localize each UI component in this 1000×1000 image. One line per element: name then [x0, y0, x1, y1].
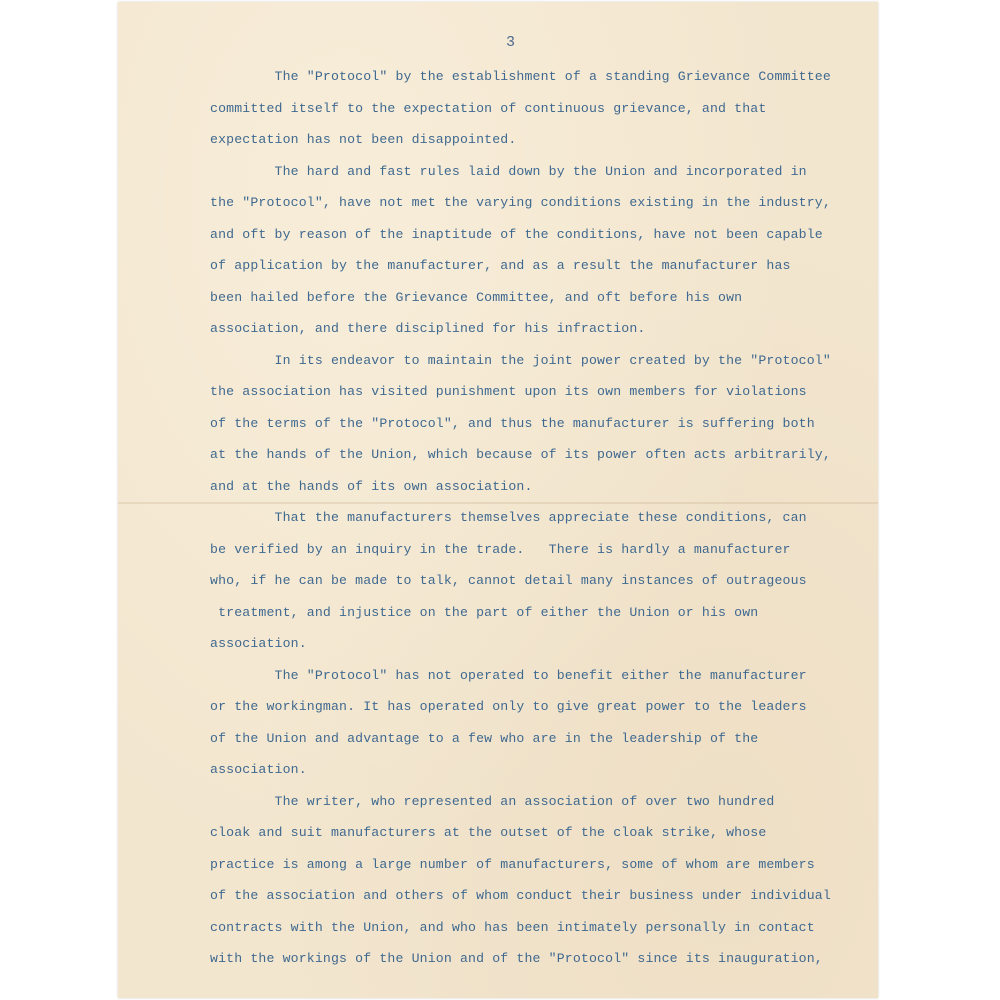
text-line: of the terms of the "Protocol", and thus the manufacturer is suffering both — [210, 415, 815, 431]
text-line: The writer, who represented an association of over two hundred — [210, 793, 775, 809]
text-line: or the workingman. It has operated only to give great power to the leaders — [210, 699, 807, 714]
text-line: of the Union and advantage to a few who are in the leadership of the — [210, 730, 759, 746]
text-line: The hard and fast rules laid down by the Union and incorporated in — [210, 163, 807, 179]
text-line: of application by the manufacturer, and as a result the manufacturer has — [210, 258, 791, 273]
text-line: the "Protocol", have not met the varying conditions existing in the industry, — [210, 195, 831, 210]
document-page — [118, 2, 878, 998]
text-line: contracts with the Union, and who has been intimately personally in contact — [210, 919, 815, 935]
text-line: be verified by an inquiry in the trade. There is hardly a manufacturer — [210, 541, 791, 557]
text-line: cloak and suit manufacturers at the outset of the cloak strike, whose — [210, 825, 767, 840]
text-line: been hailed before the Grievance Committee, and oft before his own — [210, 289, 743, 305]
page-number: 3 — [505, 34, 515, 51]
text-line: The "Protocol" has not operated to benefit either the manufacturer — [210, 667, 807, 683]
text-line: treatment, and injustice on the part of either the Union or his own — [210, 604, 759, 620]
text-line: who, if he can be made to talk, cannot detail many instances of outrageous — [210, 573, 807, 588]
text-line: The "Protocol" by the establishment of a standing Grievance Committee — [210, 69, 831, 84]
text-line: the association has visited punishment upon its own members for violations — [210, 384, 807, 399]
text-line: of the association and others of whom conduct their business under individual — [210, 888, 831, 903]
text-line: with the workings of the Union and of the "Protocol" since its inauguration, — [210, 951, 823, 966]
text-line: association. — [210, 762, 307, 777]
text-line: That the manufacturers themselves appreciate these conditions, can — [210, 510, 807, 525]
text-line: and oft by reason of the inaptitude of the conditions, have not been capable — [210, 226, 823, 242]
text-line: at the hands of the Union, which because of its power often acts arbitrarily, — [210, 447, 831, 462]
typewritten-text — [210, 61, 831, 975]
text-line: In its endeavor to maintain the joint power created by the "Protocol" — [210, 352, 831, 368]
text-line: and at the hands of its own association. — [210, 478, 533, 494]
text-line: association. — [210, 636, 307, 651]
text-line: committed itself to the expectation of continuous grievance, and that — [210, 100, 767, 116]
text-line: association, and there disciplined for his infraction. — [210, 321, 646, 336]
text-line: practice is among a large number of manufacturers, some of whom are members — [210, 856, 815, 872]
text-line: expectation has not been disappointed. — [210, 132, 517, 147]
